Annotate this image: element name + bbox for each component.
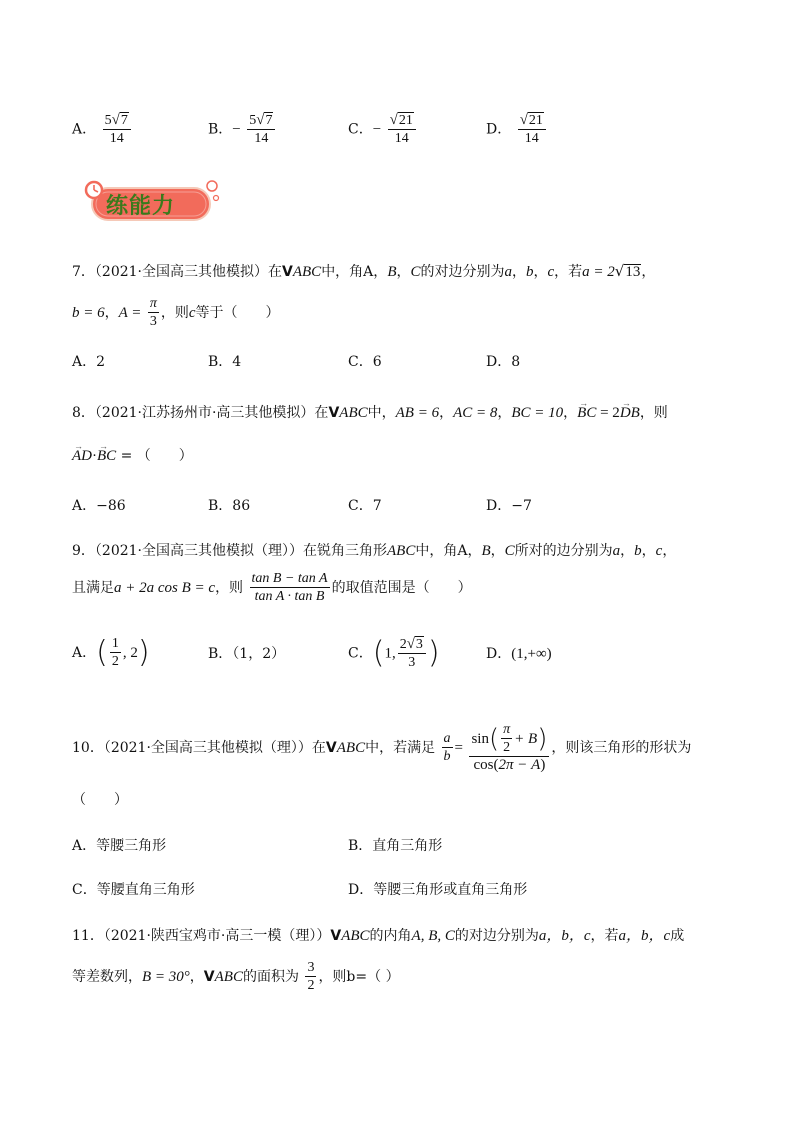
- question-7-line-2: b = 6，A = $\frac{\pi}{3}$ ，则c等于（ ）: [72, 296, 280, 329]
- q10-option-a: A．等腰三角形: [72, 838, 167, 854]
- question-8-line-2: → AD·→ BC = （ ）: [72, 446, 193, 466]
- question-8-line-1: 8．（2021·江苏扬州市·高三其他模拟）在VABC中，AB = 6，AC = 8，BC = 10，→ BC = 2→ DB，则: [72, 403, 668, 423]
- banner-title: 练能力: [106, 194, 176, 219]
- q9-option-a: A．( $\frac{1}{2}$ , 2): [72, 635, 150, 670]
- q7-option-d: D．8: [486, 354, 521, 370]
- q9-option-d: D．(1,+∞): [486, 646, 552, 662]
- question-9-line-2: 且满足a + 2a cos B = c，则 $\frac{\text{tan B − tan A}}{\text{tan A · tan B}}$ 的取值范围是（ ）: [72, 571, 472, 604]
- q6-option-d: D． $\frac{√21}{14}$: [486, 112, 548, 147]
- question-9-line-1: 9．（2021·全国高三其他模拟（理））在锐角三角形ABC中，角A，B，C所对的边分别为a，b，c，: [72, 543, 677, 559]
- q6-option-b: B．− $\frac{5√7}{14}$: [208, 112, 277, 147]
- section-banner: [84, 180, 220, 224]
- q10-option-c: C．等腰直角三角形: [72, 882, 195, 898]
- q9-option-b: B．（1，2）: [208, 646, 286, 662]
- question-11-line-1: 11．（2021·陕西宝鸡市·高三一模（理））VABC的内角A, B, C的对边分别为a，b，c，若a，b，c成: [72, 928, 685, 944]
- q7-option-c: C．6: [348, 354, 382, 370]
- question-11-line-2: 等差数列，B = 30°，VABC的面积为 $\frac{3}{2}$ ，则b=（ ）: [72, 960, 400, 993]
- q8-option-a: A．−86: [72, 498, 126, 514]
- q6-option-c: C．− $\frac{√21}{14}$: [348, 112, 418, 147]
- q7-option-a: A．2: [72, 354, 106, 370]
- q8-option-c: C．7: [348, 498, 382, 514]
- q7-option-b: B．4: [208, 354, 242, 370]
- question-7-line-1: 7．（2021·全国高三其他模拟）在VABC中，角A，B，C的对边分别为a，b，c，若a = 2√13，: [72, 262, 656, 280]
- q8-option-b: B．86: [208, 498, 251, 514]
- q9-option-c: C．(1, $\frac{2√3}{3}$ ): [348, 635, 440, 671]
- q10-option-b: B．直角三角形: [348, 838, 443, 854]
- q6-option-a: A． $\frac{5√7}{14}$: [72, 112, 133, 147]
- question-10-line-1: 10．（2021·全国高三其他模拟（理））在VABC中，若满足 $\frac{a}{b}$ = sin( $\frac{\pi}{2}$ + B) cos(2π − A) ，则该三角形的形状为: [72, 722, 692, 773]
- q10-option-d: D．等腰三角形或直角三角形: [348, 882, 528, 898]
- q8-option-d: D．−7: [486, 498, 532, 514]
- question-10-line-2: （ ）: [72, 792, 128, 808]
